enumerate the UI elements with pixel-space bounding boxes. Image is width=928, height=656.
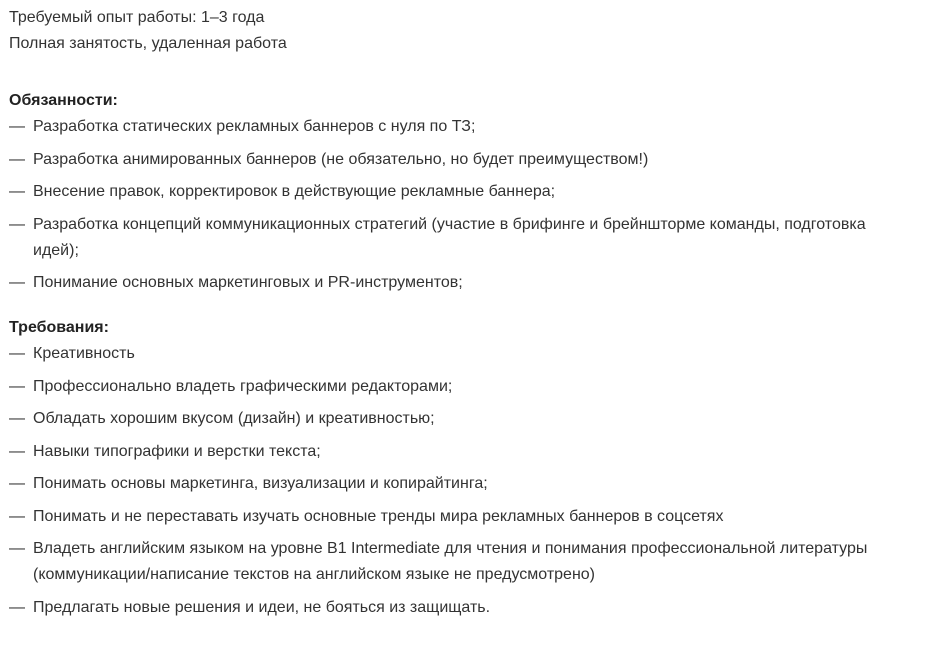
requirements-list [9, 341, 919, 621]
list-item [9, 147, 919, 173]
list-item-text: Внесение правок, корректировок в действующие рекламные баннера; [33, 183, 556, 200]
list-item [9, 374, 919, 400]
list-item-text: Навыки типографики и верстки текста; [33, 442, 321, 460]
list-item [9, 212, 919, 264]
experience-text: Требуемый опыт работы: 1–3 года [9, 9, 265, 26]
list-item [9, 536, 919, 588]
list-item [9, 439, 919, 465]
dash-bullet: — [9, 598, 25, 616]
list-item-text: Разработка статических рекламных баннеров с нуля по ТЗ; [33, 118, 476, 135]
list-item-text: Предлагать новые решения и идеи, не бояться из защищать. [33, 598, 491, 616]
list-item [9, 114, 919, 140]
list-item-text: Владеть английским языком на уровне B1 Intermediate для чтения и понимания профессиональной литературы (коммуникации/написание текстов на английском языке не предусмотрено) [33, 540, 868, 583]
dash-bullet: — [9, 475, 25, 492]
list-item [9, 406, 919, 432]
employment-text: Полная занятость, удаленная работа [9, 35, 287, 52]
dash-bullet: — [9, 183, 25, 200]
list-item-text: Понимать основы маркетинга, визуализации и копирайтинга; [33, 475, 488, 492]
list-item-text: Понимание основных маркетинговых и PR-инструментов; [33, 274, 463, 291]
list-item-text: Понимать и не переставать изучать основные тренды мира рекламных баннеров в соцсетях [33, 507, 724, 525]
list-item-text: Обладать хорошим вкусом (дизайн) и креативностью; [33, 410, 435, 427]
list-item-text: Разработка концепций коммуникационных стратегий (участие в брифинге и брейншторме команды, подготовка идей); [33, 215, 866, 259]
dash-bullet: — [9, 442, 25, 460]
requirements-title: Требования: [9, 319, 109, 336]
responsibilities-title: Обязанности: [9, 92, 118, 109]
dash-bullet: — [9, 274, 25, 291]
dash-bullet: — [9, 150, 25, 168]
dash-bullet: — [9, 507, 25, 525]
dash-bullet: — [9, 118, 25, 135]
list-item [9, 270, 919, 296]
list-item [9, 179, 919, 205]
list-item-text: Профессионально владеть графическими редакторами; [33, 377, 453, 395]
dash-bullet: — [9, 345, 25, 362]
dash-bullet: — [9, 410, 25, 427]
dash-bullet: — [9, 215, 25, 233]
list-item [9, 595, 919, 621]
list-item-text: Креативность [33, 345, 135, 362]
list-item [9, 471, 919, 497]
list-item [9, 341, 919, 367]
dash-bullet: — [9, 377, 25, 395]
list-item [9, 504, 919, 530]
dash-bullet: — [9, 540, 25, 557]
responsibilities-list [9, 114, 919, 296]
list-item-text: Разработка анимированных баннеров (не обязательно, но будет преимуществом!) [33, 150, 649, 168]
